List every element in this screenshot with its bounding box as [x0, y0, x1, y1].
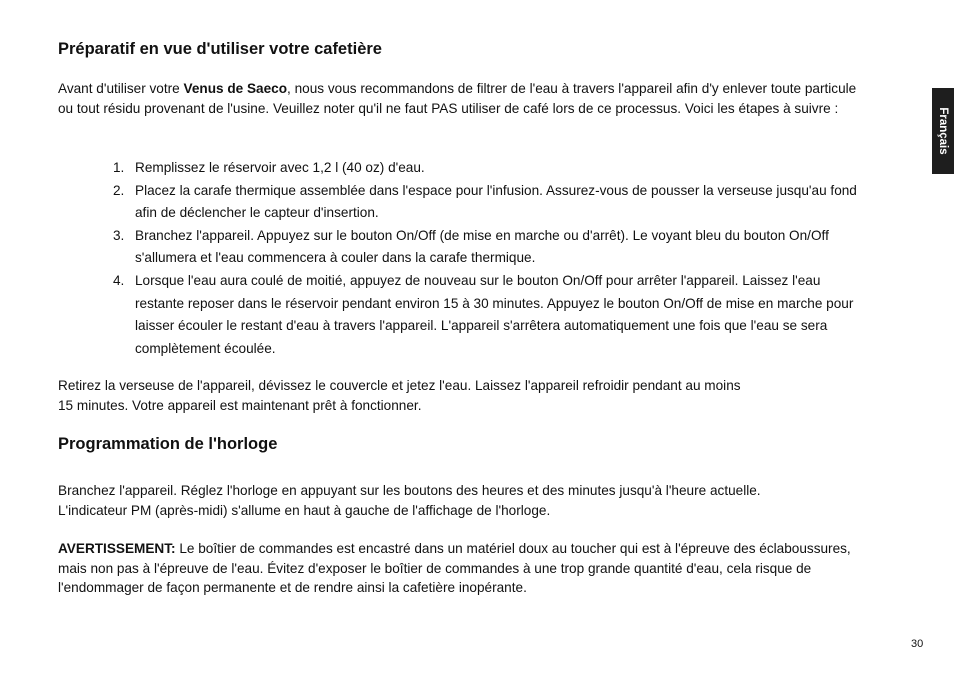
step-number: 4. — [113, 272, 125, 288]
step-number: 1. — [113, 160, 125, 175]
closing-paragraph — [58, 376, 858, 415]
step-number: 2. — [113, 182, 125, 198]
clock-paragraph — [58, 481, 858, 520]
section-title-clock: Programmation de l'horloge — [58, 435, 278, 453]
product-name: Venus de Saeco — [183, 81, 288, 96]
page-number: 30 — [911, 638, 924, 650]
step-item — [113, 157, 858, 180]
step-text: Branchez l'appareil. Appuyez sur le bouton On/Off (de mise en marche ou d'arrêt). Le voyant bleu du bouton On/Off s'allumera et l'eau commencera à couler dans la carafe thermique. — [135, 227, 829, 266]
intro-text-start: Avant d'utiliser votre — [58, 81, 184, 96]
step-text: Remplissez le réservoir avec 1,2 l (40 oz) d'eau. — [135, 160, 425, 175]
step-item — [113, 180, 858, 225]
step-text: Placez la carafe thermique assemblée dans l'espace pour l'infusion. Assurez-vous de pousser la verseuse jusqu'au fond afin de déclencher le capteur d'insertion. — [135, 182, 857, 221]
language-tab — [932, 88, 954, 174]
step-item — [113, 225, 858, 270]
step-item — [113, 270, 858, 360]
clock-line-1: Branchez l'appareil. Réglez l'horloge en appuyant sur les boutons des heures et des minutes jusqu'à l'heure actuelle. — [58, 483, 761, 498]
intro-paragraph — [58, 79, 858, 118]
warning-label: AVERTISSEMENT: — [58, 541, 176, 556]
language-tab-label: Français — [937, 107, 949, 155]
intro-text-end: , nous vous recommandons de filtrer de l'eau à travers l'appareil afin d'y enlever toute particule ou tout résidu provenant de l'usine. Veuillez noter qu'il ne faut PAS utiliser de café lors de ce processus. Voici les étapes à suivre : — [58, 81, 857, 116]
step-text: Lorsque l'eau aura coulé de moitié, appuyez de nouveau sur le bouton On/Off pour arrêter l'appareil. Laissez l'eau restante reposer dans le réservoir pendant environ 15 à 30 minutes. Appuyez le bouton On/Off de mise en marche pour laisser écouler le restant d'eau à travers l'appareil. L'appareil s'arrêtera automatiquement une fois que l'eau se sera complètement écoulée. — [135, 272, 854, 356]
section-title-preparation: Préparatif en vue d'utiliser votre cafetière — [58, 40, 382, 58]
closing-line-1: Retirez la verseuse de l'appareil, dévissez le couvercle et jetez l'eau. Laissez l'appareil refroidir pendant au moins — [58, 378, 741, 393]
closing-line-2: 15 minutes. Votre appareil est maintenant prêt à fonctionner. — [58, 397, 422, 413]
steps-list — [113, 157, 858, 360]
warning-text: Le boîtier de commandes est encastré dans un matériel doux au toucher qui est à l'épreuve des éclaboussures, mais non pas à l'épreuve de l'eau. Évitez d'exposer le boîtier de commandes à une trop grande quantité d'eau, cela risque de l'endommager de façon permanente et de rendre ainsi la cafetière inopérante. — [58, 541, 851, 595]
step-number: 3. — [113, 227, 125, 243]
warning-paragraph — [58, 539, 858, 598]
clock-line-2: L'indicateur PM (après-midi) s'allume en haut à gauche de l'affichage de l'horloge. — [58, 502, 551, 518]
